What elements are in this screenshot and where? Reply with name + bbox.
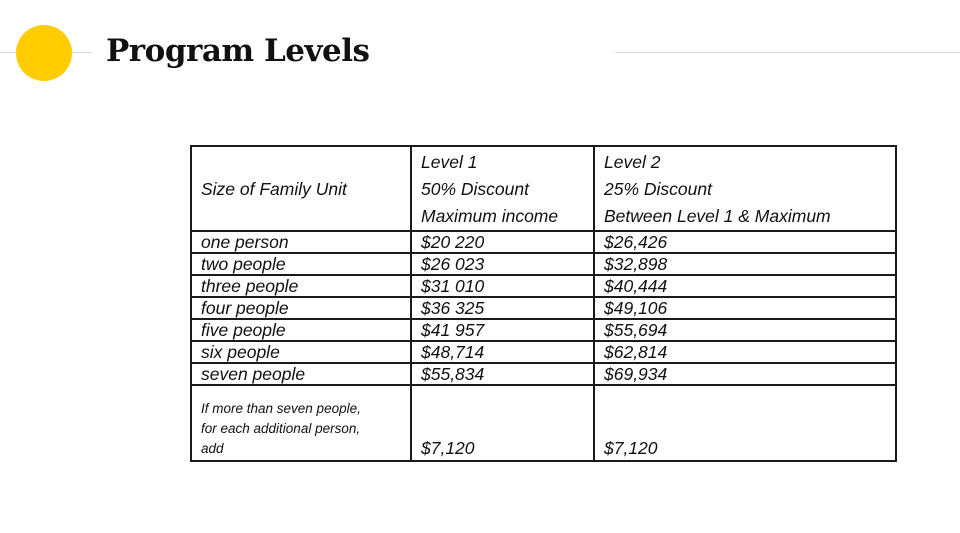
table-row — [191, 297, 896, 319]
table-row — [191, 231, 896, 253]
header-level-2 — [594, 146, 896, 231]
additional-note-line: for each additional person, — [201, 421, 361, 436]
accent-circle — [16, 25, 72, 81]
header-divider-right — [615, 52, 960, 53]
cell-family-size: two people — [191, 253, 411, 275]
program-levels-table — [190, 145, 897, 462]
cell-level-2-income: $32,898 — [594, 253, 896, 275]
header-level-2-criteria: Between Level 1 & Maximum — [604, 205, 831, 226]
cell-level-1-income: $48,714 — [411, 341, 594, 363]
cell-level-2-income: $62,814 — [594, 341, 896, 363]
cell-level-1-income: $41 957 — [411, 319, 594, 341]
cell-family-size: three people — [191, 275, 411, 297]
header-level-1-discount: 50% Discount — [421, 178, 529, 199]
header-level-1-criteria: Maximum income — [421, 205, 559, 226]
cell-level-2-income: $55,694 — [594, 319, 896, 341]
header-level-2-discount: 25% Discount — [604, 178, 712, 199]
additional-note-line: If more than seven people, — [201, 401, 361, 416]
cell-level-2-income: $40,444 — [594, 275, 896, 297]
additional-note-line: add — [201, 441, 224, 456]
cell-level-1-income: $36 325 — [411, 297, 594, 319]
header-level-2-name: Level 2 — [604, 151, 661, 172]
additional-level-1-amount: $7,120 — [411, 385, 594, 461]
table-row-additional-person — [191, 385, 896, 461]
cell-level-1-income: $20 220 — [411, 231, 594, 253]
cell-family-size: five people — [191, 319, 411, 341]
cell-level-1-income: $31 010 — [411, 275, 594, 297]
cell-level-2-income: $26,426 — [594, 231, 896, 253]
cell-family-size: four people — [191, 297, 411, 319]
cell-family-size: six people — [191, 341, 411, 363]
additional-person-note — [191, 385, 411, 461]
header-size-of-family-unit: Size of Family Unit — [191, 146, 411, 231]
table-header-row — [191, 146, 896, 231]
cell-family-size: one person — [191, 231, 411, 253]
table-row — [191, 363, 896, 385]
slide-title: Program Levels — [106, 33, 370, 69]
table-row — [191, 275, 896, 297]
cell-family-size: seven people — [191, 363, 411, 385]
header-level-1-name: Level 1 — [421, 151, 478, 172]
table-row — [191, 341, 896, 363]
table-row — [191, 319, 896, 341]
cell-level-2-income: $69,934 — [594, 363, 896, 385]
table-row — [191, 253, 896, 275]
header-level-1 — [411, 146, 594, 231]
cell-level-1-income: $55,834 — [411, 363, 594, 385]
cell-level-2-income: $49,106 — [594, 297, 896, 319]
additional-level-2-amount: $7,120 — [594, 385, 896, 461]
cell-level-1-income: $26 023 — [411, 253, 594, 275]
